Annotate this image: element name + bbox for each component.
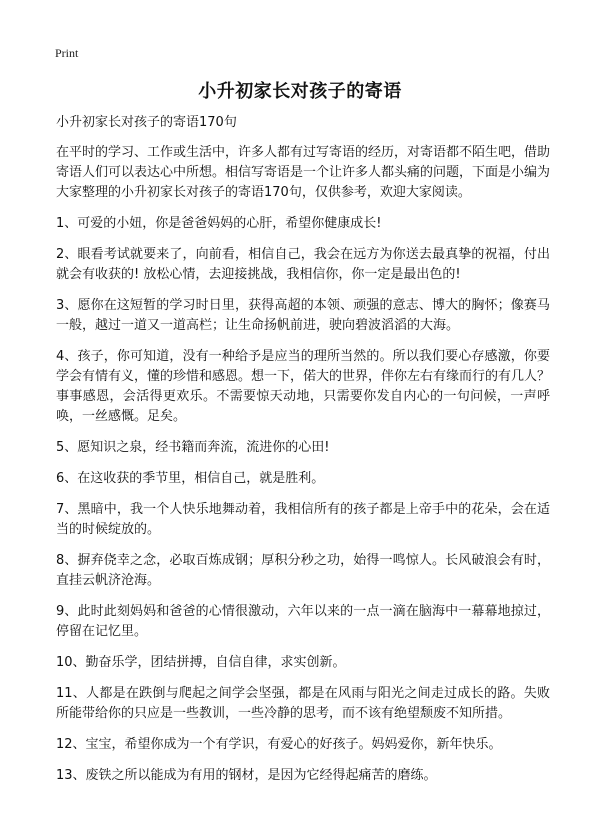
list-item: 3、愿你在这短暂的学习时日里，获得高超的本领、顽强的意志、博大的胸怀；像赛马一般，越过一道又一道高栏；让生命扬帆前进，驶向碧波滔滔的大海。 bbox=[56, 298, 550, 333]
list-item: 9、此时此刻妈妈和爸爸的心情很激动，六年以来的一点一滴在脑海中一幕幕地掠过，停留在记忆里。 bbox=[56, 604, 550, 639]
list-item: 7、黑暗中，我一个人快乐地舞动着，我相信所有的孩子都是上帝手中的花朵，会在适当的时候绽放的。 bbox=[56, 502, 550, 537]
article-subtitle: 小升初家长对孩子的寄语170句 bbox=[56, 115, 237, 130]
list-item: 8、摒弃侥幸之念，必取百炼成钢；厚积分秒之功，始得一鸣惊人。长风破浪会有时，直挂云帆济沧海。 bbox=[56, 553, 550, 588]
intro-paragraph: 在平时的学习、工作或生活中，许多人都有过写寄语的经历，对寄语都不陌生吧，借助寄语人们可以表达心中所想。相信写寄语是一个让许多人都头痛的问题，下面是小编为大家整理的小升初家长对孩子的寄语170句，仅供参考，欢迎大家阅读。 bbox=[56, 145, 551, 200]
list-item: 11、人都是在跌倒与爬起之间学会坚强，都是在风雨与阳光之间走过成长的路。失败所能带给你的只应是一些教训，一些冷静的思考，而不该有绝望颓废不知所措。 bbox=[56, 686, 550, 721]
list-item: 2、眼看考试就要来了，向前看，相信自己，我会在远方为你送去最真挚的祝福，付出就会有收获的! 放松心情，去迎接挑战，我相信你，你一定是最出色的! bbox=[56, 247, 550, 282]
print-link[interactable]: Print bbox=[55, 46, 79, 60]
page-title: 小升初家长对孩子的寄语 bbox=[198, 81, 402, 102]
list-item: 1、可爱的小妞，你是爸爸妈妈的心肝，希望你健康成长! bbox=[56, 216, 382, 231]
list-item: 6、在这收获的季节里，相信自己，就是胜利。 bbox=[56, 471, 325, 486]
list-item: 5、愿知识之泉，经书籍而奔流，流进你的心田! bbox=[56, 440, 330, 455]
list-item: 10、勤奋乐学，团结拼搏，自信自律，求实创新。 bbox=[56, 655, 346, 670]
list-item: 12、宝宝，希望你成为一个有学识，有爱心的好孩子。妈妈爱你，新年快乐。 bbox=[56, 737, 502, 752]
article-body bbox=[56, 113, 550, 797]
list-item: 13、废铁之所以能成为有用的钢材，是因为它经得起痛苦的磨练。 bbox=[56, 768, 437, 783]
list-item: 4、孩子，你可知道，没有一种给予是应当的理所当然的。所以我们要心存感激，你要学会有情有义，懂的珍惜和感恩。想一下，偌大的世界，伴你左右有缘而行的有几人？事事感恩，会活得更欢乐。不需要惊天动地，只需要你发自内心的一句问候，一声呼唤，一丝感慨。足矣。 bbox=[56, 349, 551, 424]
